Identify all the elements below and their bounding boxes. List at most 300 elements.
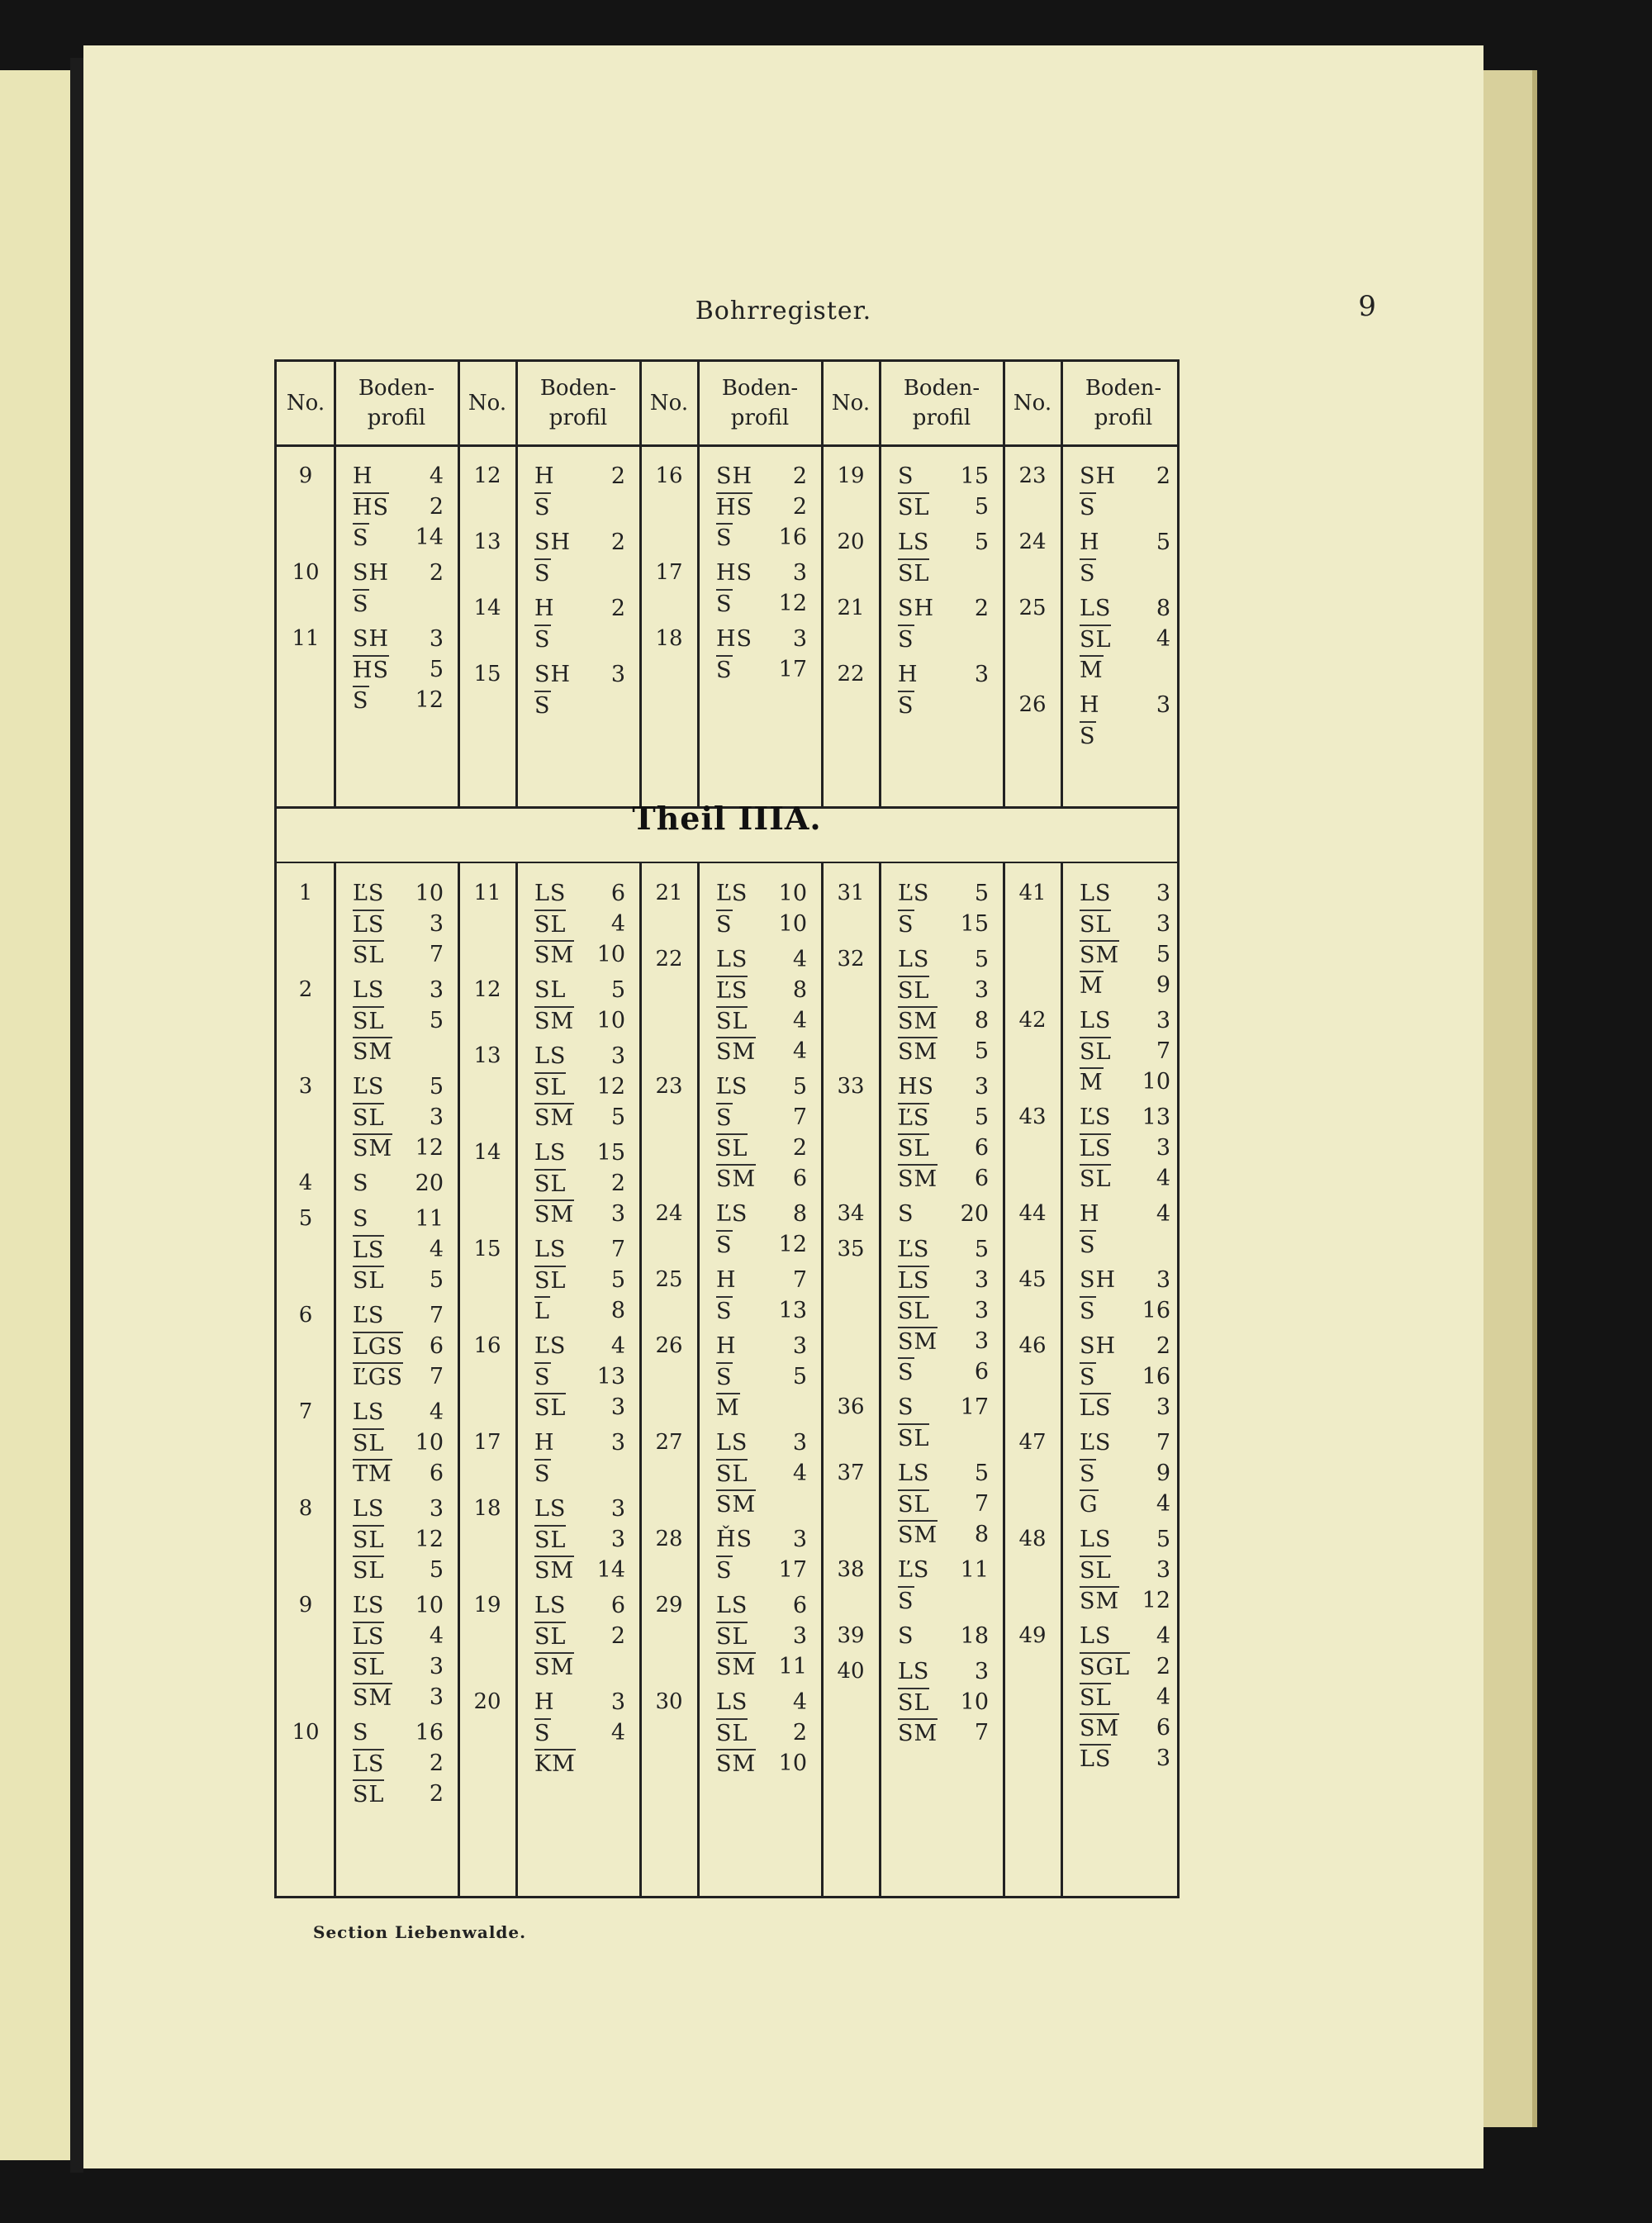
profile-layer <box>1080 1743 1170 1774</box>
soil-symbol: M <box>1080 655 1104 684</box>
soil-symbol: H <box>1080 530 1100 555</box>
boring-number: 20 <box>473 1689 501 1714</box>
boring-number: 21 <box>655 881 683 905</box>
layer-thickness: 10 <box>596 942 625 967</box>
profile-layer <box>353 1331 444 1361</box>
soil-symbol: LS <box>1080 1393 1111 1422</box>
soil-profile <box>1080 1427 1170 1519</box>
soil-symbol: HS <box>353 492 389 521</box>
profile-layer <box>353 1300 444 1331</box>
boring-number: 12 <box>473 463 501 488</box>
soil-symbol: LS <box>353 1749 384 1778</box>
layer-thickness: 2 <box>1156 463 1170 489</box>
soil-symbol: S <box>1080 1362 1096 1391</box>
profile-layer <box>1080 1427 1170 1458</box>
layer-thickness: 4 <box>1156 1201 1170 1227</box>
profile-layer <box>1080 690 1170 720</box>
soil-symbol: SM <box>353 1133 392 1162</box>
profile-layer <box>1080 558 1170 588</box>
soil-profile <box>534 1590 625 1682</box>
soil-symbol: S <box>353 1720 369 1746</box>
soil-symbol: SM <box>898 1037 938 1066</box>
profile-layer <box>716 1687 807 1717</box>
header-no: No. <box>468 390 507 416</box>
layer-thickness: 5 <box>974 881 989 906</box>
profile-layer <box>716 1621 807 1651</box>
layer-thickness: 12 <box>778 591 807 616</box>
soil-symbol: SL <box>534 1072 566 1101</box>
soil-symbol: S <box>898 910 914 938</box>
profile-layer <box>1080 909 1170 939</box>
layer-thickness: 8 <box>974 1008 989 1033</box>
layer-thickness: 17 <box>778 1557 807 1583</box>
soil-symbol: SH <box>534 662 572 687</box>
boring-number: 12 <box>473 977 501 1002</box>
layer-thickness: 3 <box>1156 692 1170 718</box>
profile-layer <box>898 690 989 720</box>
layer-thickness: 8 <box>1156 596 1170 621</box>
soil-profile <box>353 1494 444 1585</box>
soil-profile <box>353 1071 444 1163</box>
profile-layer <box>898 1005 989 1036</box>
soil-symbol: SH <box>534 530 572 555</box>
profile-layer <box>353 1779 444 1809</box>
soil-symbol: LS <box>1080 1008 1112 1033</box>
layer-thickness: 7 <box>1156 1430 1170 1456</box>
soil-profile <box>898 1555 989 1616</box>
soil-profile <box>898 1458 989 1550</box>
profile-layer <box>534 1168 625 1199</box>
soil-symbol: SL <box>534 1169 566 1198</box>
column-rule <box>821 862 824 1896</box>
layer-thickness: 3 <box>974 662 989 687</box>
profile-layer <box>1080 1199 1170 1229</box>
soil-profile <box>716 1071 807 1194</box>
layer-thickness: 4 <box>792 1038 807 1064</box>
soil-profile <box>716 944 807 1066</box>
soil-symbol: S <box>898 1394 914 1420</box>
soil-symbol: S <box>1080 1230 1096 1259</box>
layer-thickness: 3 <box>792 1623 807 1649</box>
profile-layer <box>534 1138 625 1168</box>
layer-thickness: 5 <box>792 1364 807 1389</box>
soil-symbol: S <box>1080 1296 1096 1325</box>
soil-symbol: SL <box>353 1266 384 1294</box>
soil-symbol: SM <box>534 1556 574 1584</box>
profile-layer <box>716 461 807 492</box>
layer-thickness: 8 <box>974 1522 989 1547</box>
soil-symbol: ĽS <box>353 881 385 906</box>
layer-thickness: 16 <box>1142 1298 1170 1323</box>
soil-profile <box>716 1427 807 1519</box>
profile-layer <box>1080 1295 1170 1326</box>
soil-symbol: H <box>898 662 919 687</box>
soil-profile <box>716 1265 807 1326</box>
header-bodenprofil: Boden- profil <box>721 375 799 430</box>
layer-thickness: 5 <box>974 1038 989 1064</box>
profile-layer <box>353 588 444 619</box>
profile-layer <box>353 558 444 588</box>
soil-symbol: SM <box>716 1037 756 1066</box>
profile-layer <box>898 1102 989 1133</box>
soil-symbol: S <box>716 1362 733 1391</box>
soil-profile <box>353 1590 444 1712</box>
profile-layer <box>898 461 989 492</box>
header-bodenprofil: Boden- profil <box>358 375 435 430</box>
layer-thickness: 3 <box>1156 911 1170 937</box>
profile-layer <box>898 1234 989 1265</box>
soil-symbol: S <box>1080 558 1096 587</box>
profile-layer <box>1080 1036 1170 1066</box>
soil-symbol: LS <box>353 1496 385 1522</box>
soil-symbol: S <box>353 686 369 715</box>
boring-number: 22 <box>655 947 683 971</box>
boring-number: 49 <box>1018 1623 1047 1648</box>
soil-symbol: SH <box>353 560 390 586</box>
soil-symbol: SM <box>1080 940 1119 969</box>
soil-profile <box>534 878 625 970</box>
header-no: No. <box>649 390 689 416</box>
soil-symbol: S <box>716 1230 733 1259</box>
layer-thickness: 3 <box>792 1430 807 1456</box>
soil-symbol: SM <box>898 1164 938 1193</box>
profile-layer <box>898 558 989 588</box>
layer-thickness: 3 <box>610 1394 625 1420</box>
soil-profile <box>534 1331 625 1423</box>
profile-layer <box>353 1168 444 1199</box>
layer-thickness: 7 <box>429 1303 444 1328</box>
profile-layer <box>716 588 807 619</box>
soil-symbol: L <box>534 1296 550 1325</box>
profile-layer <box>716 909 807 939</box>
boring-number: 2 <box>298 977 313 1002</box>
layer-thickness: 5 <box>974 494 989 520</box>
layer-thickness: 12 <box>415 1527 444 1552</box>
soil-symbol: S <box>534 691 551 720</box>
soil-profile <box>1080 461 1170 522</box>
profile-layer <box>716 558 807 588</box>
footer-signature: Section Liebenwalde. <box>313 1922 527 1942</box>
soil-profile <box>898 1199 989 1229</box>
profile-layer <box>716 1199 807 1229</box>
layer-thickness: 7 <box>429 1364 444 1389</box>
soil-symbol: ĽS <box>898 881 930 906</box>
soil-symbol: H <box>1080 692 1100 718</box>
layer-thickness: 16 <box>1142 1364 1170 1389</box>
profile-layer <box>353 1234 444 1265</box>
profile-layer <box>716 624 807 654</box>
soil-symbol: LS <box>534 1043 567 1069</box>
layer-thickness: 3 <box>429 1496 444 1522</box>
soil-symbol: S <box>534 625 551 653</box>
layer-thickness: 3 <box>1156 1746 1170 1771</box>
layer-thickness: 2 <box>429 494 444 520</box>
layer-thickness: 3 <box>429 1684 444 1710</box>
profile-layer <box>534 690 625 720</box>
profile-layer <box>1080 1651 1170 1682</box>
layer-thickness: 4 <box>1156 1684 1170 1710</box>
profile-layer <box>716 1005 807 1036</box>
soil-symbol: SM <box>898 1006 938 1035</box>
layer-thickness: 10 <box>778 881 807 906</box>
profile-layer <box>1080 1555 1170 1585</box>
soil-symbol: S <box>898 691 914 720</box>
soil-symbol: SM <box>353 1037 392 1066</box>
layer-thickness: 4 <box>610 1720 625 1746</box>
profile-layer <box>1080 939 1170 970</box>
profile-layer <box>534 1651 625 1682</box>
profile-layer <box>534 1458 625 1489</box>
profile-layer <box>534 939 625 970</box>
soil-symbol: SM <box>534 1103 574 1132</box>
soil-symbol: SH <box>716 463 753 489</box>
layer-thickness: 4 <box>1156 626 1170 652</box>
profile-layer <box>1080 1229 1170 1260</box>
layer-thickness: 3 <box>974 977 989 1003</box>
boring-number: 24 <box>655 1201 683 1226</box>
layer-thickness: 15 <box>960 911 989 937</box>
layer-thickness: 16 <box>778 525 807 550</box>
soil-profile <box>1080 1005 1170 1097</box>
profile-layer <box>534 1524 625 1555</box>
soil-symbol: SL <box>1080 1556 1111 1584</box>
soil-symbol: S <box>534 558 551 587</box>
layer-thickness: 2 <box>610 1623 625 1649</box>
soil-profile <box>898 1392 989 1453</box>
profile-layer <box>716 1102 807 1133</box>
soil-symbol: LS <box>1080 1133 1111 1162</box>
soil-profile <box>534 1234 625 1326</box>
soil-symbol: SL <box>1080 1037 1111 1066</box>
profile-layer <box>716 1748 807 1779</box>
profile-layer <box>353 975 444 1005</box>
layer-thickness: 2 <box>1156 1333 1170 1359</box>
soil-symbol: SM <box>716 1164 756 1193</box>
soil-profile <box>353 1397 444 1489</box>
layer-thickness: 5 <box>429 657 444 682</box>
profile-layer <box>534 1331 625 1361</box>
soil-symbol: SM <box>534 940 574 969</box>
boring-number: 5 <box>298 1206 313 1231</box>
layer-thickness: 6 <box>974 1135 989 1161</box>
profile-layer <box>716 1036 807 1066</box>
boring-number: 45 <box>1018 1267 1047 1292</box>
soil-symbol: S <box>898 1201 914 1227</box>
layer-thickness: 5 <box>792 1074 807 1100</box>
soil-symbol: SM <box>1080 1586 1119 1615</box>
layer-thickness: 4 <box>610 1333 625 1359</box>
column-rule <box>639 862 642 1896</box>
book-gutter <box>70 58 83 2173</box>
soil-symbol: TM <box>353 1459 392 1488</box>
boring-number: 24 <box>1018 530 1047 554</box>
layer-thickness: 7 <box>792 1267 807 1293</box>
soil-symbol: S <box>898 1623 914 1649</box>
boring-number: 15 <box>473 1237 501 1261</box>
profile-layer <box>716 654 807 685</box>
boring-number: 26 <box>1018 692 1047 717</box>
layer-thickness: 4 <box>792 1008 807 1033</box>
soil-symbol: S <box>716 523 733 552</box>
layer-thickness: 6 <box>974 1359 989 1385</box>
soil-symbol: ĽS <box>1080 1104 1112 1130</box>
column-rule <box>821 362 824 806</box>
soil-symbol: SL <box>716 1459 748 1488</box>
profile-layer <box>1080 1066 1170 1097</box>
profile-layer <box>716 975 807 1005</box>
profile-layer <box>534 1361 625 1392</box>
boring-number: 11 <box>473 881 501 905</box>
layer-thickness: 5 <box>974 1461 989 1486</box>
soil-symbol: SM <box>353 1683 392 1712</box>
layer-thickness: 2 <box>610 530 625 555</box>
layer-thickness: 3 <box>1156 1394 1170 1420</box>
profile-layer <box>353 1005 444 1036</box>
soil-symbol: S <box>353 523 369 552</box>
soil-symbol: LS <box>1080 1744 1111 1773</box>
soil-symbol: SM <box>534 1006 574 1035</box>
soil-profile <box>898 461 989 522</box>
soil-symbol: G <box>1080 1489 1099 1518</box>
page-edges <box>1483 70 1537 2127</box>
soil-profile <box>534 1427 625 1489</box>
layer-thickness: 12 <box>415 1135 444 1161</box>
column-rule <box>458 362 460 806</box>
soil-profile <box>353 1300 444 1392</box>
boring-number: 48 <box>1018 1527 1047 1551</box>
boring-number: 25 <box>1018 596 1047 620</box>
layer-thickness: 3 <box>610 1527 625 1552</box>
layer-thickness: 6 <box>610 881 625 906</box>
soil-profile <box>1080 878 1170 1000</box>
profile-layer <box>898 1585 989 1616</box>
boring-number: 22 <box>837 662 865 686</box>
profile-layer <box>898 1687 989 1717</box>
section-title: Theil IIIA. <box>632 800 822 837</box>
soil-symbol: SH <box>1080 1267 1117 1293</box>
layer-thickness: 3 <box>1156 1267 1170 1293</box>
soil-symbol: SM <box>534 1652 574 1681</box>
profile-layer <box>1080 1005 1170 1036</box>
profile-layer <box>1080 1361 1170 1392</box>
layer-thickness: 5 <box>610 977 625 1003</box>
profile-layer <box>353 1682 444 1712</box>
soil-profile <box>1080 690 1170 751</box>
soil-profile <box>534 1041 625 1133</box>
soil-symbol: HS <box>898 1074 935 1100</box>
soil-symbol: SL <box>898 1489 929 1518</box>
profile-layer <box>353 1265 444 1295</box>
bohrregister-table <box>274 359 1180 1898</box>
header-bodenprofil: Boden- profil <box>1085 375 1162 430</box>
layer-thickness: 4 <box>429 1623 444 1649</box>
boring-number: 4 <box>298 1171 313 1195</box>
boring-number: 30 <box>655 1689 683 1714</box>
boring-number: 19 <box>473 1593 501 1617</box>
soil-symbol: SL <box>898 1296 929 1325</box>
layer-thickness: 3 <box>429 911 444 937</box>
profile-layer <box>716 944 807 975</box>
soil-profile <box>534 527 625 588</box>
soil-symbol: S <box>716 1556 733 1584</box>
soil-symbol: SL <box>353 1556 384 1584</box>
boring-number: 10 <box>292 1720 320 1745</box>
soil-profile <box>1080 1331 1170 1423</box>
profile-layer <box>353 1524 444 1555</box>
boring-number: 33 <box>837 1074 865 1099</box>
profile-layer <box>716 1717 807 1748</box>
layer-thickness: 8 <box>792 977 807 1003</box>
soil-symbol: SM <box>716 1489 756 1518</box>
boring-number: 23 <box>1018 463 1047 488</box>
layer-thickness: 3 <box>429 977 444 1003</box>
soil-symbol: SL <box>353 1652 384 1681</box>
profile-layer <box>898 624 989 654</box>
layer-thickness: 20 <box>960 1201 989 1227</box>
layer-thickness: 3 <box>974 1659 989 1684</box>
boring-number: 26 <box>655 1333 683 1358</box>
profile-layer <box>898 1265 989 1295</box>
profile-layer <box>1080 1489 1170 1519</box>
soil-symbol: SL <box>534 1266 566 1294</box>
column-rule <box>697 862 700 1896</box>
layer-thickness: 11 <box>778 1654 807 1679</box>
soil-symbol: ĽS <box>716 1201 748 1227</box>
soil-symbol: SH <box>1080 463 1117 489</box>
soil-symbol: SM <box>716 1652 756 1681</box>
profile-layer <box>353 1361 444 1392</box>
soil-symbol: SL <box>353 1103 384 1132</box>
profile-layer <box>898 1071 989 1102</box>
profile-layer <box>1080 878 1170 909</box>
profile-layer <box>534 975 625 1005</box>
boring-number: 47 <box>1018 1430 1047 1455</box>
soil-symbol: M <box>1080 1067 1104 1096</box>
soil-symbol: SL <box>898 492 929 521</box>
soil-symbol: HS <box>716 492 752 521</box>
soil-symbol: ĽS <box>1080 1430 1112 1456</box>
layer-thickness: 3 <box>1156 1135 1170 1161</box>
layer-thickness: 10 <box>960 1689 989 1715</box>
profile-layer <box>353 685 444 715</box>
boring-number: 27 <box>655 1430 683 1455</box>
soil-symbol: SL <box>1080 1683 1111 1712</box>
layer-thickness: 7 <box>429 942 444 967</box>
profile-layer <box>1080 527 1170 558</box>
soil-symbol: H <box>716 1267 737 1293</box>
layer-thickness: 6 <box>429 1333 444 1359</box>
profile-layer <box>353 878 444 909</box>
boring-number: 23 <box>655 1074 683 1099</box>
soil-profile <box>898 593 989 654</box>
soil-profile <box>898 1234 989 1387</box>
profile-layer <box>534 1265 625 1295</box>
layer-thickness: 3 <box>429 1104 444 1130</box>
profile-layer <box>1080 1265 1170 1295</box>
soil-symbol: S <box>534 492 551 521</box>
layer-thickness: 3 <box>610 662 625 687</box>
soil-symbol: SL <box>716 1133 748 1162</box>
soil-symbol: SL <box>1080 910 1111 938</box>
soil-profile <box>534 1138 625 1229</box>
soil-profile <box>716 1199 807 1260</box>
boring-number: 1 <box>298 881 313 905</box>
layer-thickness: 2 <box>429 1781 444 1807</box>
profile-layer <box>1080 970 1170 1000</box>
profile-layer <box>1080 624 1170 654</box>
soil-symbol: ĽS <box>898 1237 930 1262</box>
profile-layer <box>716 1590 807 1621</box>
